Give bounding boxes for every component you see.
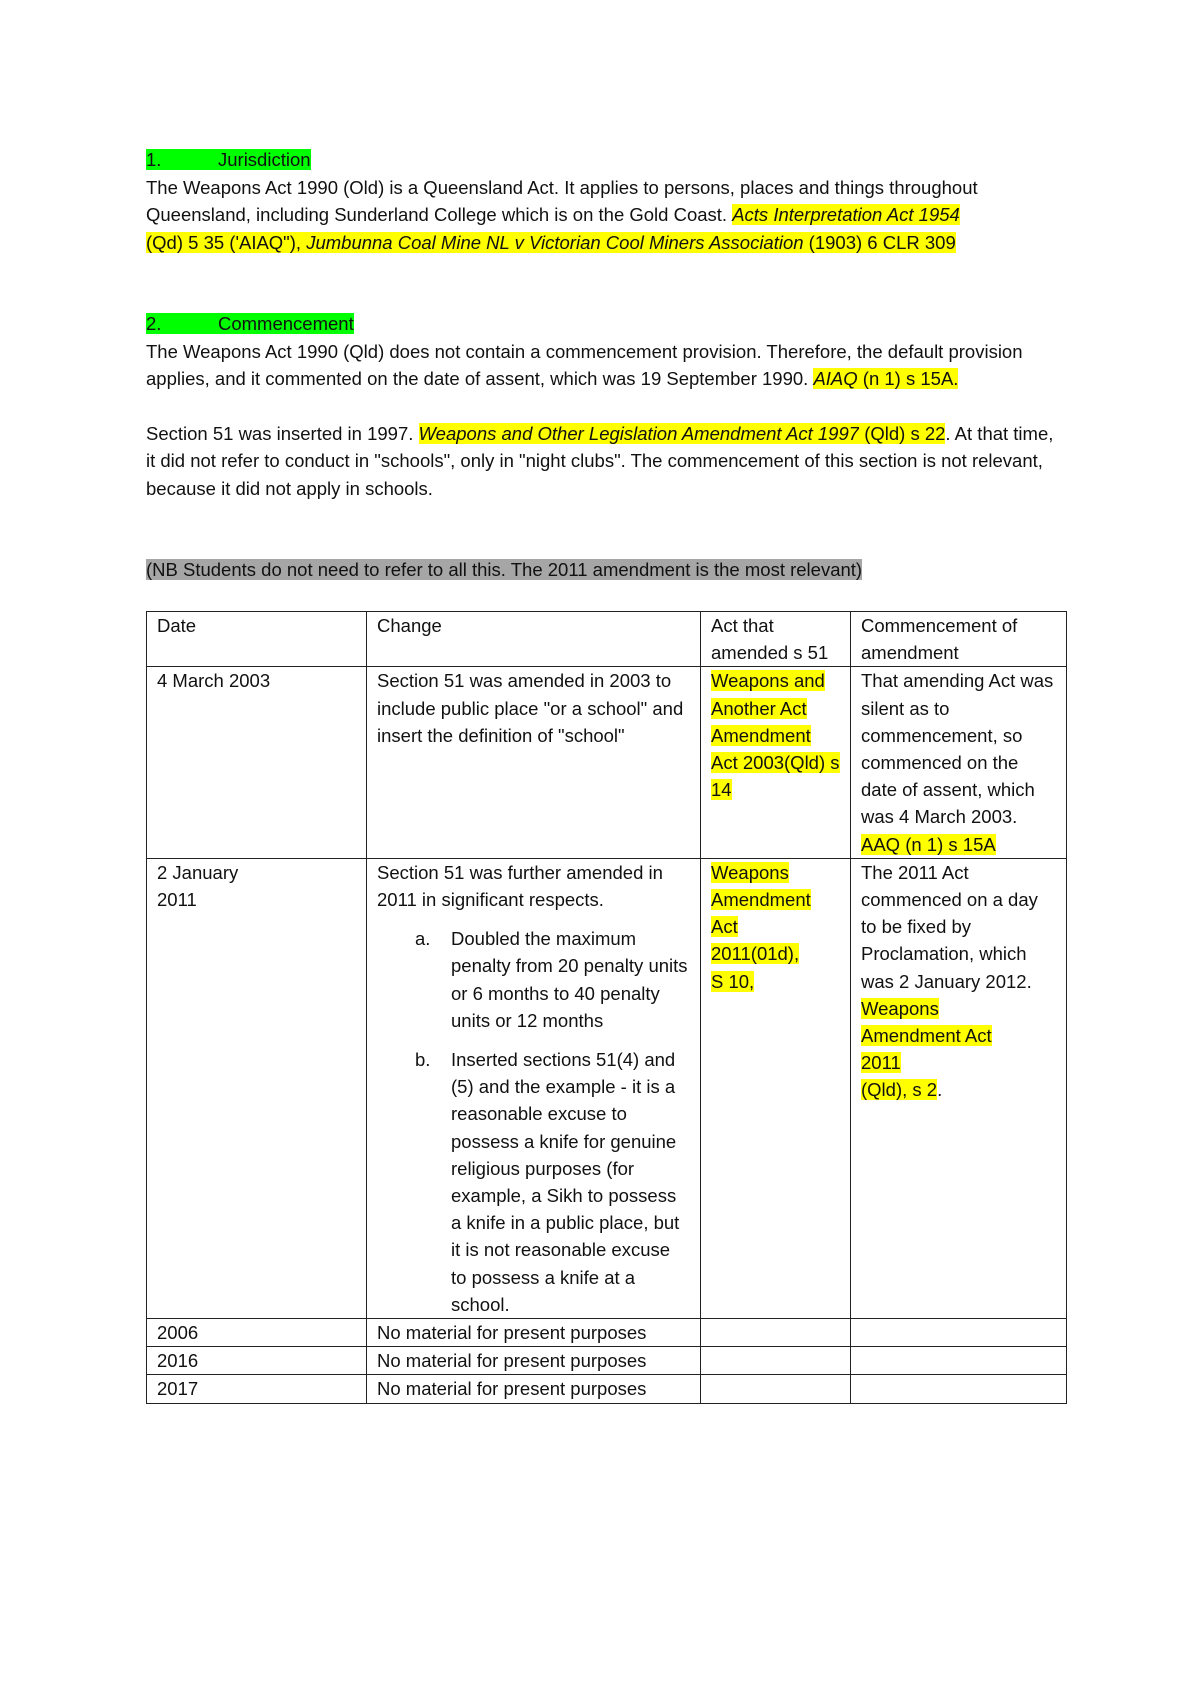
commencement-cell (851, 858, 1067, 1318)
citation-weapons-1997: Weapons and Other Legislation Amendment Act 1997 (418, 422, 860, 444)
citation-weapons-1997-section: (Qld) s 22 (859, 422, 946, 444)
change-intro: Section 51 was further amended in 2011 in significant respects. (377, 861, 663, 911)
act-citation: 2011(01d), (711, 943, 800, 965)
date-line: 2 January (157, 861, 239, 883)
insertion-paragraph (146, 420, 1066, 503)
paragraph-text: Section 51 was inserted in 1997. (146, 422, 419, 444)
act-cell (701, 1375, 851, 1403)
header-cell: Date (147, 612, 367, 667)
act-citation: Amendment (711, 889, 811, 911)
change-cell: No material for present purposes (367, 1375, 701, 1403)
change-cell (367, 858, 701, 1318)
commencement-citation: Amendment Act (861, 1025, 992, 1047)
act-citation: Act (711, 916, 738, 938)
list-label: a. (415, 928, 431, 950)
section-heading-commencement (146, 310, 1066, 338)
list-item (415, 925, 690, 1034)
header-cell: Act that amended s 51 (701, 612, 851, 667)
paragraph-text: The Weapons Act 1990 (Old) is a Queensland Act. It applies to persons, places and things throughout Queensland, including Sunderland College which is on the Gold Coast. (146, 176, 978, 225)
header-cell: Commencement of amendment (851, 612, 1067, 667)
table-header-row (147, 612, 1067, 667)
citation-jumbunna-report: (1903) 6 CLR 309 (803, 231, 956, 253)
table-row (147, 1319, 1067, 1347)
header-cell: Change (367, 612, 701, 667)
citation-aiaq: Acts Interpretation Act 1954 (732, 204, 960, 225)
list-item (415, 1046, 690, 1318)
jurisdiction-paragraph (146, 174, 1066, 257)
list-text: Inserted sections 51(4) and (5) and the example - it is a reasonable excuse to possess a knife for genuine religious purposes (for example, a Sikh to possess a knife in a public place, but it is not reasonable excuse to possess a knife at a school. (451, 1049, 680, 1315)
table-row (147, 858, 1067, 1318)
date-cell: 2017 (147, 1375, 367, 1403)
change-cell: No material for present purposes (367, 1347, 701, 1375)
table-row (147, 1347, 1067, 1375)
change-cell: No material for present purposes (367, 1319, 701, 1347)
commencement-cell (851, 1347, 1067, 1375)
note-text: (NB Students do not need to refer to all this. The 2011 amendment is the most relevant) (146, 559, 863, 580)
citation-aiaq: AIAQ (813, 368, 858, 389)
commencement-paragraph (146, 338, 1066, 393)
commencement-text: The 2011 Act commenced on a day to be fixed by Proclamation, which was 2 January 2012. (861, 861, 1038, 992)
table-row (147, 1375, 1067, 1403)
citation-jumbunna: Jumbunna Coal Mine NL v Victorian Cool Miners Association (306, 231, 804, 253)
date-cell (147, 858, 367, 1318)
paragraph-text: The Weapons Act 1990 (Qld) does not contain a commencement provision. Therefore, the default provision applies, and it commented on the date of assent, which was 19 September 1990. (146, 340, 1023, 389)
commencement-citation: 2011 (861, 1052, 901, 1074)
commencement-citation: Weapons (861, 997, 939, 1019)
date-line: 2011 (157, 889, 197, 911)
amendments-table (146, 611, 1067, 1404)
commencement-citation: (Qld), s 2 (861, 1079, 938, 1101)
date-cell: 2016 (147, 1347, 367, 1375)
section-title: Commencement (218, 313, 354, 334)
section-commencement (146, 310, 1066, 502)
section-number: 1. (146, 149, 162, 170)
commencement-cell (851, 1375, 1067, 1403)
date-cell: 2006 (147, 1319, 367, 1347)
act-citation: Weapons and Another Act Amendment Act 2003(Qld) s 14 (711, 670, 840, 801)
commencement-cell (851, 667, 1067, 858)
paragraph-text: . At that time, it did not refer to conduct in "schools", only in "night clubs". The commencement of this section is not relevant, because it did not apply in schools. (146, 422, 1054, 499)
act-citation: S 10, (711, 970, 755, 992)
list-label: b. (415, 1049, 431, 1071)
act-citation: Weapons (711, 861, 789, 883)
act-cell (701, 858, 851, 1318)
act-cell (701, 667, 851, 858)
change-cell: Section 51 was amended in 2003 to include public place "or a school" and insert the definition of "school" (367, 667, 701, 858)
section-jurisdiction (146, 146, 1066, 256)
act-cell (701, 1319, 851, 1347)
commencement-text: That amending Act was silent as to commencement, so commenced on the date of assent, which was 4 March 2003. (861, 670, 1054, 828)
citation-aiaq-section: (Qd) 5 35 ('AIAQ"), (146, 231, 307, 253)
date-cell: 4 March 2003 (147, 667, 367, 858)
citation-aiaq-section: (n 1) s 15A. (857, 368, 959, 389)
section-heading-jurisdiction (146, 146, 1066, 174)
table-row (147, 667, 1067, 858)
section-title: Jurisdiction (218, 149, 311, 170)
commencement-citation: AAQ (n 1) s 15A (861, 833, 996, 855)
commencement-citation-end: . (937, 1079, 943, 1101)
note (146, 556, 1066, 584)
act-cell (701, 1347, 851, 1375)
section-number: 2. (146, 313, 162, 334)
list-text: Doubled the maximum penalty from 20 penalty units or 6 months to 40 penalty units or 12 months (451, 928, 688, 1031)
commencement-cell (851, 1319, 1067, 1347)
